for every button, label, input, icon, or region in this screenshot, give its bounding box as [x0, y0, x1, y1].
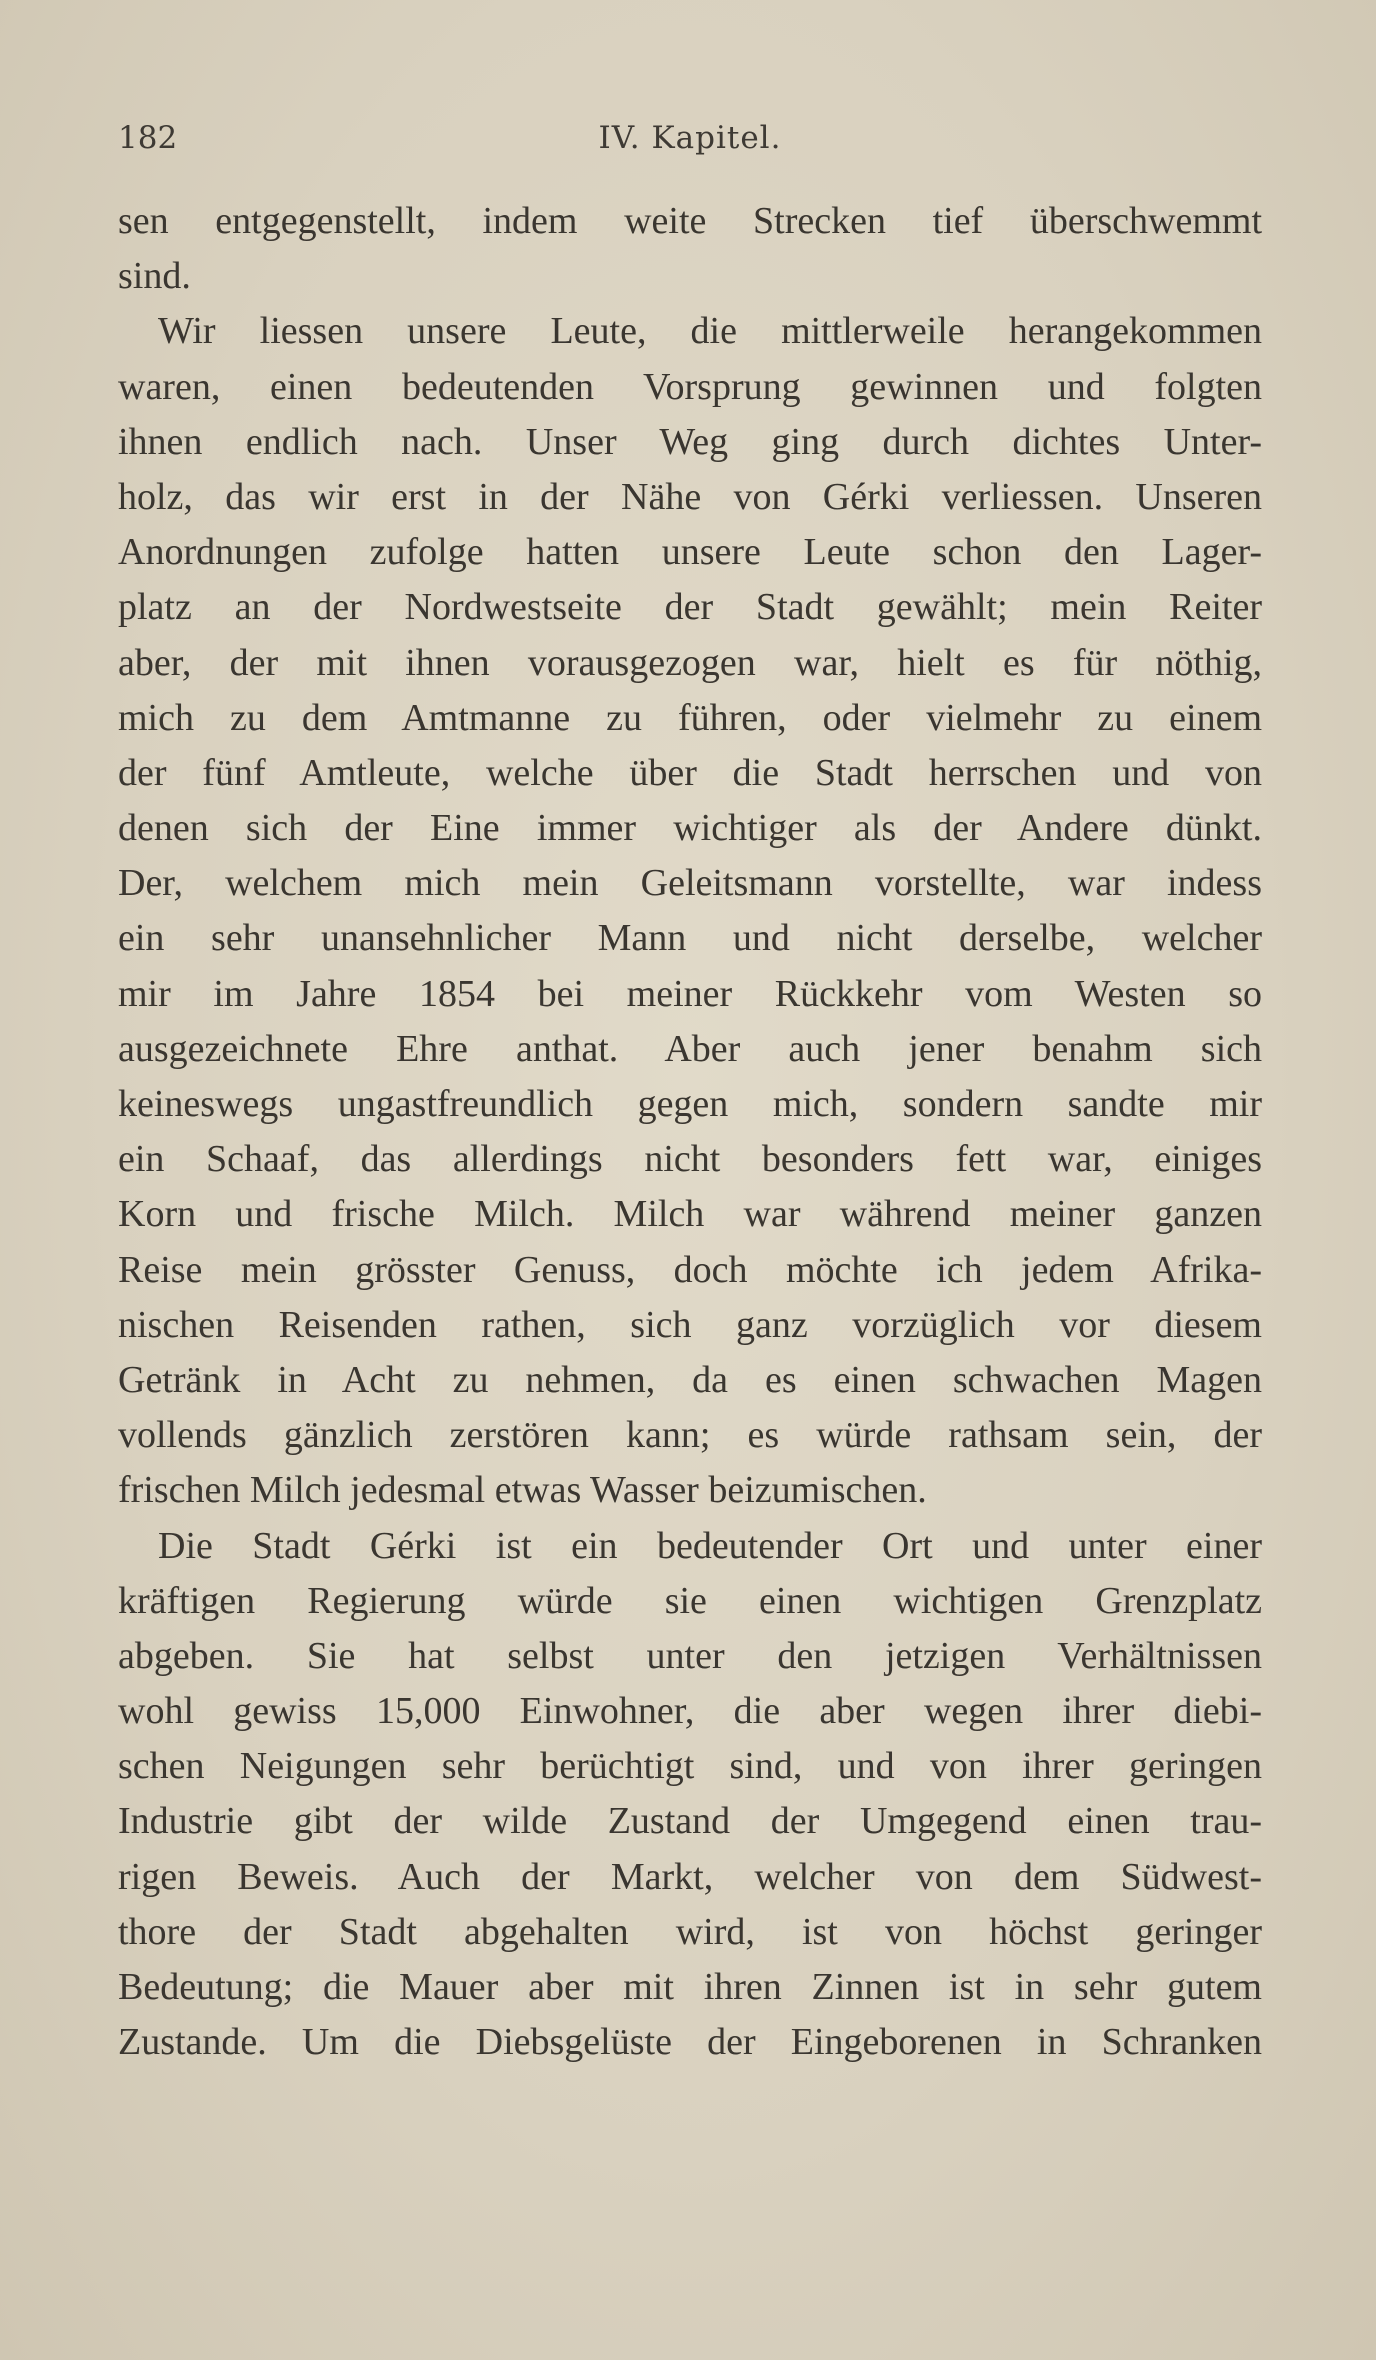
text-line: schen Neigungen sehr berüchtigt sind, und von ihrer geringen	[118, 1745, 1262, 1788]
text-line: Bedeutung; die Mauer aber mit ihren Zinnen ist in sehr gutem	[118, 1966, 1262, 2008]
text-line: thore der Stadt abgehalten wird, ist von höchst geringer	[118, 1910, 1262, 1953]
text-line: vollends gänzlich zerstören kann; es würde rathsam sein, der	[118, 1414, 1262, 1457]
text-line: sen entgegenstellt, indem weite Strecken tief überschwemmt	[118, 200, 1262, 242]
text-line: abgeben. Sie hat selbst unter den jetzigen Verhältnissen	[118, 1634, 1262, 1677]
text-line: der fünf Amtleute, welche über die Stadt herrschen und von	[118, 751, 1262, 794]
text-line: keineswegs ungastfreundlich gegen mich, sondern sandte mir	[118, 1083, 1262, 1125]
text-line: aber, der mit ihnen vorausgezogen war, hielt es für nöthig,	[118, 641, 1262, 684]
text-line: Reise mein grösster Genuss, doch möchte ich jedem Afrika-	[118, 1248, 1262, 1291]
text-line: wohl gewiss 15,000 Einwohner, die aber wegen ihrer diebi-	[118, 1690, 1262, 1733]
text-line: Der, welchem mich mein Geleitsmann vorstellte, war indess	[118, 862, 1262, 905]
running-head: IV. Kapitel.	[598, 120, 782, 156]
text-line: ihnen endlich nach. Unser Weg ging durch dichtes Unter-	[118, 420, 1262, 463]
text-line: sind.	[118, 255, 191, 298]
text-line: ausgezeichnete Ehre anthat. Aber auch jener benahm sich	[118, 1027, 1262, 1070]
text-line: ein Schaaf, das allerdings nicht besonders fett war, einiges	[118, 1138, 1262, 1181]
text-line: kräftigen Regierung würde sie einen wichtigen Grenzplatz	[118, 1579, 1262, 1622]
text-line: holz, das wir erst in der Nähe von Gérki verliessen. Unseren	[118, 475, 1262, 518]
text-line: Die Stadt Gérki ist ein bedeutender Ort und unter einer	[158, 1524, 1262, 1567]
text-line: Zustande. Um die Diebsgelüste der Eingeborenen in Schranken	[118, 2021, 1262, 2064]
text-line: Anordnungen zufolge hatten unsere Leute schon den Lager-	[118, 531, 1262, 574]
text-line: rigen Beweis. Auch der Markt, welcher von dem Südwest-	[118, 1855, 1262, 1898]
text-line: mir im Jahre 1854 bei meiner Rückkehr vom Westen so	[118, 972, 1262, 1015]
text-line: platz an der Nordwestseite der Stadt gewählt; mein Reiter	[118, 586, 1262, 629]
text-line: frischen Milch jedesmal etwas Wasser beizumischen.	[118, 1469, 927, 1512]
text-line: Getränk in Acht zu nehmen, da es einen schwachen Magen	[118, 1358, 1262, 1401]
text-line: mich zu dem Amtmanne zu führen, oder vielmehr zu einem	[118, 696, 1262, 739]
text-line: waren, einen bedeutenden Vorsprung gewinnen und folgten	[118, 365, 1262, 408]
text-line: ein sehr unansehnlicher Mann und nicht derselbe, welcher	[118, 917, 1262, 960]
text-line: nischen Reisenden rathen, sich ganz vorzüglich vor diesem	[118, 1303, 1262, 1346]
body-text	[118, 194, 1262, 2070]
text-line: Korn und frische Milch. Milch war während meiner ganzen	[118, 1193, 1262, 1236]
text-line: Industrie gibt der wilde Zustand der Umgegend einen trau-	[118, 1800, 1262, 1843]
page-number: 182	[118, 120, 178, 156]
text-line: Wir liessen unsere Leute, die mittlerweile herangekommen	[158, 310, 1262, 353]
page-header	[118, 120, 1262, 164]
text-line: denen sich der Eine immer wichtiger als der Andere dünkt.	[118, 807, 1262, 850]
